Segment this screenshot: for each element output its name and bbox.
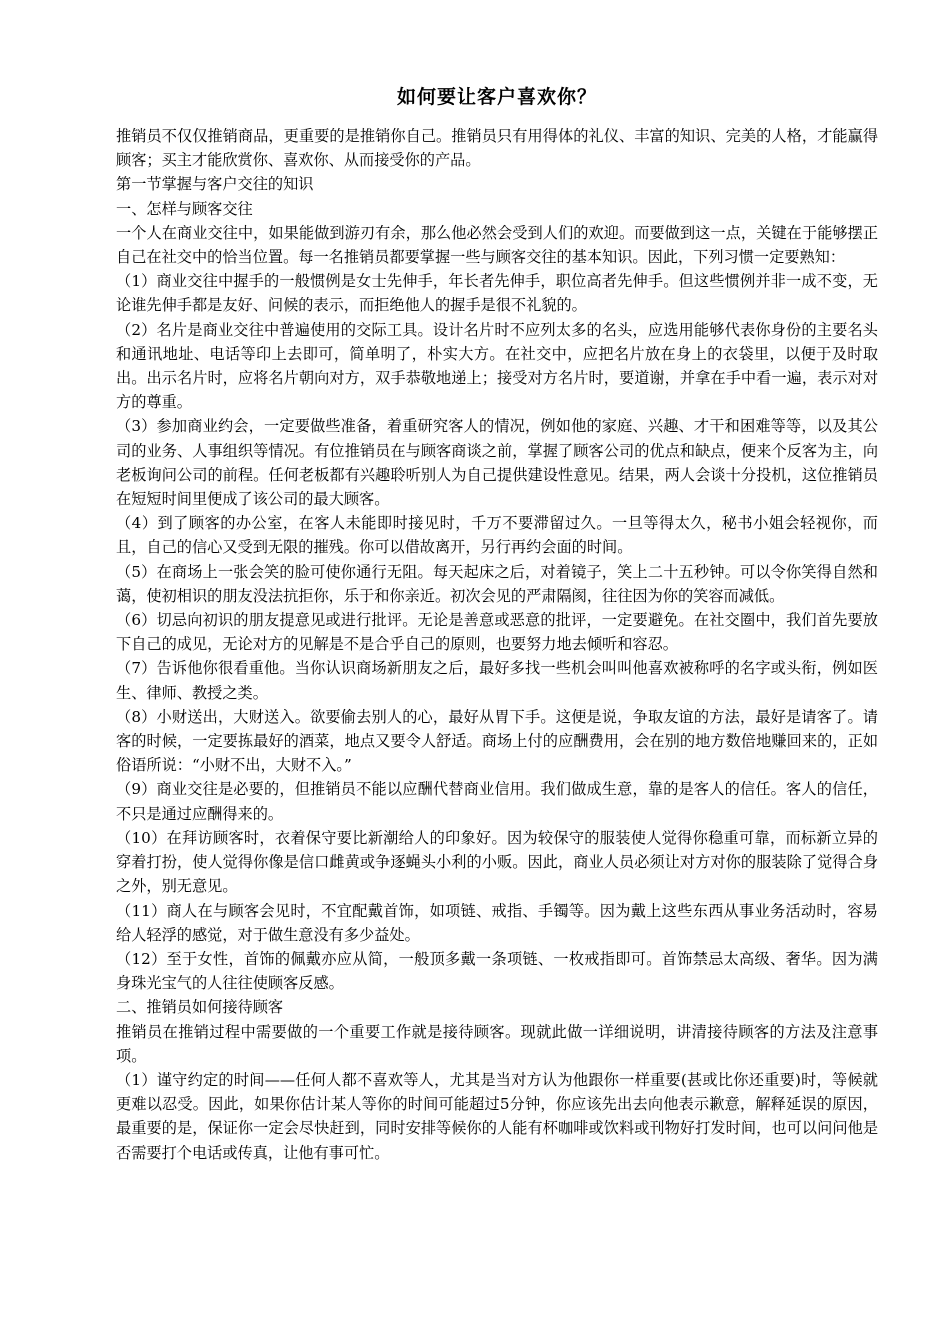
intro-paragraph: 推销员不仅仅推销商品，更重要的是推销你自己。推销员只有用得体的礼仪、丰富的知识、完美的人格，才能赢得顾客；买主才能欣赏你、喜欢你、从而接受你的产品。 xyxy=(116,127,878,170)
list-item: （1）谨守约定的时间——任何人都不喜欢等人，尤其是当对方认为他跟你一样重要(甚或比你还重要)时，等候就更难以忍受。因此，如果你估计某人等你的时间可能超过5分钟，你应该先出去向他表示歉意，解释延误的原因，最重要的是，保证你一定会尽快赶到，同时安排等候你的人能有杯咖啡或饮料或刊物好打发时间，也可以问问他是否需要打个电话或传真，让他有事可忙。 xyxy=(116,1070,878,1162)
list-item: （12）至于女性，首饰的佩戴亦应从简，一般顶多戴一条项链、一枚戒指即可。首饰禁忌太高级、奢华。因为满身珠光宝气的人往往使顾客反感。 xyxy=(116,949,878,993)
body-paragraph: 一个人在商业交往中，如果能做到游刃有余，那么他必然会受到人们的欢迎。而要做到这一点，关键在于能够摆正自己在社交中的恰当位置。每一名推销员都要掌握一些与顾客交往的基本知识。因此，下列习惯一定要熟知： xyxy=(116,223,878,267)
document-body xyxy=(116,124,878,1165)
section-heading: 第一节掌握与客户交往的知识 xyxy=(116,175,314,194)
list-item: （2）名片是商业交往中普遍使用的交际工具。设计名片时不应列太多的名头，应选用能够代表你身份的主要名头和通讯地址、电话等印上去即可，简单明了，朴实大方。在社交中，应把名片放在身上的衣袋里，以便于及时取出。出示名片时，应将名片朝向对方，双手恭敬地递上；接受对方名片时，要道谢，并拿在手中看一遍，表示对对方的尊重。 xyxy=(116,320,878,412)
subsection-heading: 二、推销员如何接待顾客 xyxy=(116,998,284,1017)
list-item: （4）到了顾客的办公室，在客人未能即时接见时，千万不要滞留过久。一旦等得太久，秘书小姐会轻视你，而且，自己的信心又受到无限的摧残。你可以借故离开，另行再约会面的时间。 xyxy=(116,514,878,557)
list-item: （3）参加商业约会，一定要做些准备，着重研究客人的情况，例如他的家庭、兴趣、才干和困难等等，以及其公司的业务、人事组织等情况。有位推销员在与顾客商谈之前，掌握了顾客公司的优点和缺点，便来个反客为主，向老板询问公司的前程。任何老板都有兴趣聆听别人为自己提供建设性意见。结果，两人会谈十分投机，这位推销员在短短时间里便成了该公司的最大顾客。 xyxy=(116,417,878,509)
list-item: （7）告诉他你很看重他。当你认识商场新朋友之后，最好多找一些机会叫叫他喜欢被称呼的名字或头衔，例如医生、律师、教授之类。 xyxy=(116,659,878,702)
list-item: （5）在商场上一张会笑的脸可使你通行无阻。每天起床之后，对着镜子，笑上二十五秒钟。可以令你笑得自然和蔼，使初相识的朋友没法抗拒你，乐于和你亲近。初次会见的严肃隔阂，往往因为你的笑容而减低。 xyxy=(116,562,878,605)
list-item: （10）在拜访顾客时，衣着保守要比新潮给人的印象好。因为较保守的服装使人觉得你稳重可靠，而标新立异的穿着打扮，使人觉得你像是信口雌黄或争逐蝇头小利的小贩。因此，商业人员必须让对方对你的服装除了觉得合身之外，别无意见。 xyxy=(116,828,878,896)
document-page xyxy=(116,84,878,1165)
list-item: （8）小财送出，大财送入。欲要偷去别人的心，最好从胃下手。这便是说，争取友谊的方法，最好是请客了。请客的时候，一定要拣最好的酒菜，地点又要令人舒适。商场上付的应酬费用，会在别的地方数倍地赚回来的，正如俗语所说：“小财不出，大财不入。” xyxy=(116,707,878,775)
document-title: 如何要让客户喜欢你？ xyxy=(396,86,597,108)
list-item: （6）切忌向初识的朋友提意见或进行批评。无论是善意或恶意的批评，一定要避免。在社交圈中，我们首先要放下自己的成见，无论对方的见解是不是合乎自己的原则，也要努力地去倾听和容忍。 xyxy=(116,611,878,654)
subsection-heading: 一、怎样与顾客交往 xyxy=(116,199,253,218)
body-paragraph: 推销员在推销过程中需要做的一个重要工作就是接待顾客。现就此做一详细说明，讲清接待顾客的方法及注意事项。 xyxy=(116,1022,878,1065)
list-item: （9）商业交往是必要的，但推销员不能以应酬代替商业信用。我们做成生意，靠的是客人的信任。客人的信任，不只是通过应酬得来的。 xyxy=(116,780,878,823)
list-item: （1）商业交往中握手的一般惯例是女士先伸手，年长者先伸手，职位高者先伸手。但这些惯例并非一成不变，无论谁先伸手都是友好、问候的表示，而拒绝他人的握手是很不礼貌的。 xyxy=(116,272,878,315)
list-item: （11）商人在与顾客会见时，不宜配戴首饰，如项链、戒指、手镯等。因为戴上这些东西从事业务活动时，容易给人轻浮的感觉，对于做生意没有多少益处。 xyxy=(116,901,878,944)
